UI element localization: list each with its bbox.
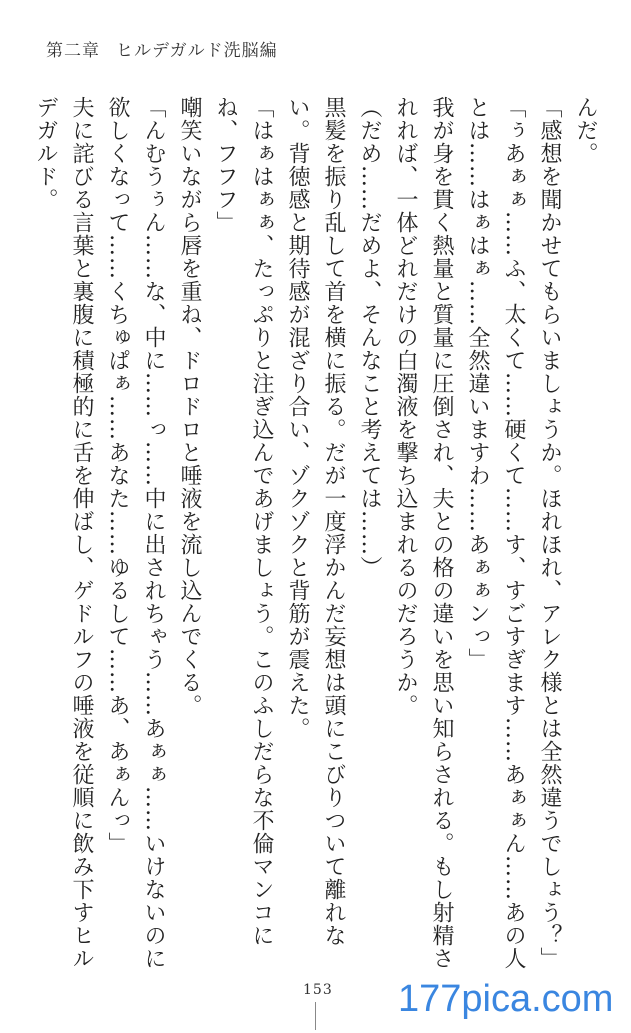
body-text <box>33 96 603 976</box>
page-marker-line <box>315 1002 316 1030</box>
paragraph: 我が身を貫く熱量と質量に圧倒され、夫との格の違いを思い知らされる。もし射精されれば、一体どれだけの白濁液を撃ち込まれるのだろうか。 <box>393 96 454 970</box>
paragraph: 「ぅあぁぁ……ふ、太くて……硬くて……す、すごすぎます……あぁぁん……あの人とは……はぁはぁ……全然違いますわ……あぁぁンっ」 <box>465 96 526 970</box>
page-number: 153 <box>303 982 333 998</box>
paragraph: 「んむうぅん……な、中に……っ……中に出されちゃう……あぁぁ……いけないのに欲しくなって……くちゅぱぁ……あなた……ゆるして……あ、あぁんっ」 <box>105 96 166 970</box>
chapter-label: 第二章 <box>46 41 100 61</box>
paragraph: 「はぁはぁぁ、たっぷりと注ぎ込んであげましょう。このふしだらな不倫マンコにね、フフフ」 <box>213 96 274 947</box>
watermark: 177pica.com <box>398 978 614 1020</box>
running-header <box>46 36 278 61</box>
paragraph: 嘲笑いながら唇を重ね、ドロドロと唾液を流し込んでくる。 <box>177 96 202 717</box>
paragraph: （だめ……だめよ、そんなこと考えては……） <box>357 96 382 579</box>
paragraph: 夫に詫びる言葉と裏腹に積極的に舌を伸ばし、ゲドルフの唾液を従順に飲み下すヒルデガルド。 <box>33 96 94 970</box>
chapter-title: ヒルデガルド洗脳編 <box>116 41 278 61</box>
paragraph: 黒髪を振り乱して首を横に振る。だが一度浮かんだ妄想は頭にこびりついて離れない。背徳感と期待感が混ざり合い、ゾクゾクと背筋が震えた。 <box>285 96 346 947</box>
paragraph: 「感想を聞かせてもらいましょうか。ほれほれ、アレク様とは全然違うでしょう？」 <box>537 96 562 970</box>
paragraph: んだ。 <box>573 96 598 165</box>
